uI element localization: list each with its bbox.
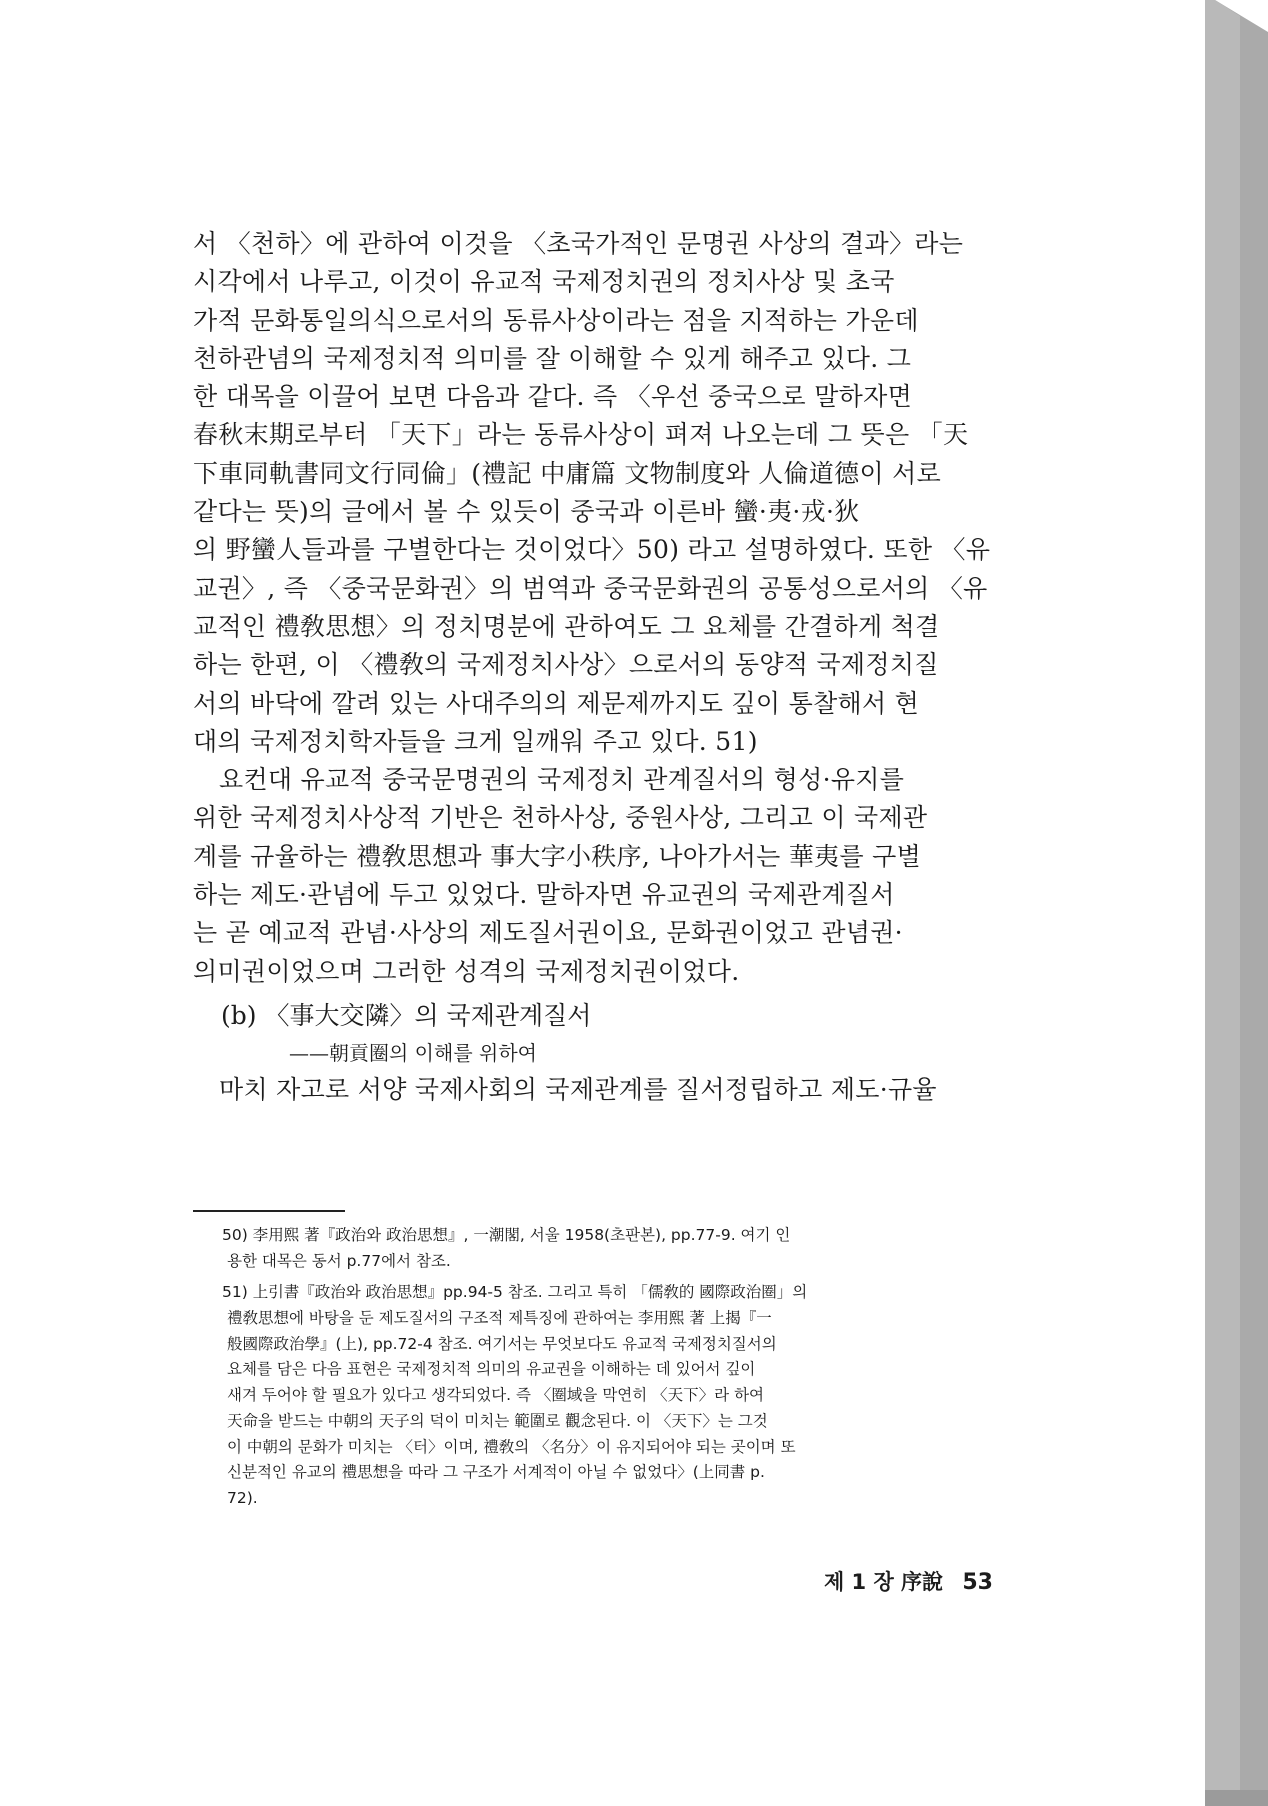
text-line: 서 〈천하〉에 관하여 이것을 〈초국가적인 문명권 사상의 결과〉라는 [193,229,964,258]
paragraph-1 [193,225,1023,761]
footnote-line: 禮敎思想에 바탕을 둔 제도질서의 구조적 제특징에 관하여는 李用熙 著 上揭『一 [227,1309,772,1328]
text-line: 下車同軌書同文行同倫」(禮記 中庸篇 文物制度와 人倫道德이 서로 [193,458,942,488]
text-line: 는 곧 예교적 관념·사상의 제도질서권이요, 문화권이었고 관념권· [193,918,903,948]
footnotes [222,1223,1027,1518]
footnote [222,1280,1027,1511]
section-subheading: ——朝貢圈의 이해를 위하여 [289,1040,537,1065]
footnote-line: 51) 上引書『政治와 政治思想』pp.94-5 참조. 그리고 특히 「儒敎的 國際政治圈」의 [222,1283,808,1302]
text-line: 대의 국제정치학자들을 크게 일깨워 주고 있다. 51) [193,726,758,756]
chapter-label: 제 1 장 序說 [823,1570,944,1594]
footnote-line: 72). [227,1488,258,1507]
text-line: 마치 자고로 서양 국제사회의 국제관계를 질서정립하고 제도·규율 [219,1074,937,1104]
section-heading: (b) 〈事大交隣〉의 국제관계질서 [221,1000,592,1030]
footnote-line: 이 中朝의 문화가 미치는 〈터〉이며, 禮敎의 〈名分〉이 유지되어야 되는 곳이며 또 [227,1437,796,1456]
text-line: 천하관념의 국제정치적 의미를 잘 이해할 수 있게 해주고 있다. 그 [193,343,912,373]
footnote-line: 신분적인 유교의 禮思想을 따라 그 구조가 서계적이 아닐 수 없었다〉(上同書 p. [227,1463,765,1482]
footnote-line: 50) 李用熙 著『政治와 政治思想』, 一潮閣, 서울 1958(초판본), pp.77-9. 여기 인 [222,1226,791,1244]
text-line: 시각에서 나루고, 이것이 유교적 국제정치권의 정치사상 및 초국 [193,267,895,297]
text-line: 서의 바닥에 깔려 있는 사대주의의 제문제까지도 깊이 통찰해서 현 [193,688,920,718]
text-line: 교권〉, 즉 〈중국문화권〉의 범역과 중국문화권의 공통성으로서의 〈유 [193,573,988,603]
footnote-line: 天命을 받드는 中朝의 天子의 덕이 미치는 範圍로 觀念된다. 이 〈天下〉는 그것 [227,1411,768,1430]
footnote-line: 새겨 두어야 할 필요가 있다고 생각되었다. 즉 〈圈域을 막연히 〈天下〉라 하여 [227,1386,765,1405]
page-number: 53 [962,1570,993,1595]
text-line: 의미권이었으며 그러한 성격의 국제정치권이었다. [193,956,740,986]
paragraph-2 [193,761,1023,991]
text-line: 위한 국제정치사상적 기반은 천하사상, 중원사상, 그리고 이 국제관 [193,803,928,833]
paragraph-3 [193,1071,1023,1109]
text-line: 春秋末期로부터 「天下」라는 동류사상이 펴져 나오는데 그 뜻은 「天 [193,420,969,450]
text-line: 가적 문화통일의식으로서의 동류사상이라는 점을 지적하는 가운데 [193,305,919,335]
page-footer [824,1566,993,1596]
footnote-line: 般國際政治學』(上), pp.72-4 참조. 여기서는 무엇보다도 유교적 국제정치질서의 [227,1334,777,1353]
text-line: 계를 규율하는 禮敎思想과 事大字小秩序, 나아가서는 華夷를 구별 [193,841,922,871]
text-line: 요컨대 유교적 중국문명권의 국제정치 관계질서의 형성·유지를 [219,765,905,795]
text-line: 교적인 禮敎思想〉의 정치명분에 관하여도 그 요체를 간결하게 척결 [193,611,940,641]
text-line: 한 대목을 이끌어 보면 다음과 같다. 즉 〈우선 중국으로 말하자면 [193,382,913,412]
footnote-line: 용한 대목은 동서 p.77에서 참조. [227,1251,451,1270]
footnote-divider [193,1210,345,1212]
text-line: 같다는 뜻)의 글에서 볼 수 있듯이 중국과 이른바 蠻·夷·戎·狄 [193,497,860,527]
main-text [193,225,1023,1109]
text-line: 하는 한편, 이 〈禮敎의 국제정치사상〉으로서의 동양적 국제정치질 [193,650,939,680]
text-line: 의 野蠻人들과를 구별한다는 것이었다〉50) 라고 설명하였다. 또한 〈유 [193,535,991,565]
footnote-line: 요체를 담은 다음 표현은 국제정치적 의미의 유교권을 이해하는 데 있어서 깊이 [227,1360,756,1379]
text-line: 하는 제도·관념에 두고 있었다. 말하자면 유교권의 국제관계질서 [193,880,895,910]
footnote [222,1223,1027,1274]
